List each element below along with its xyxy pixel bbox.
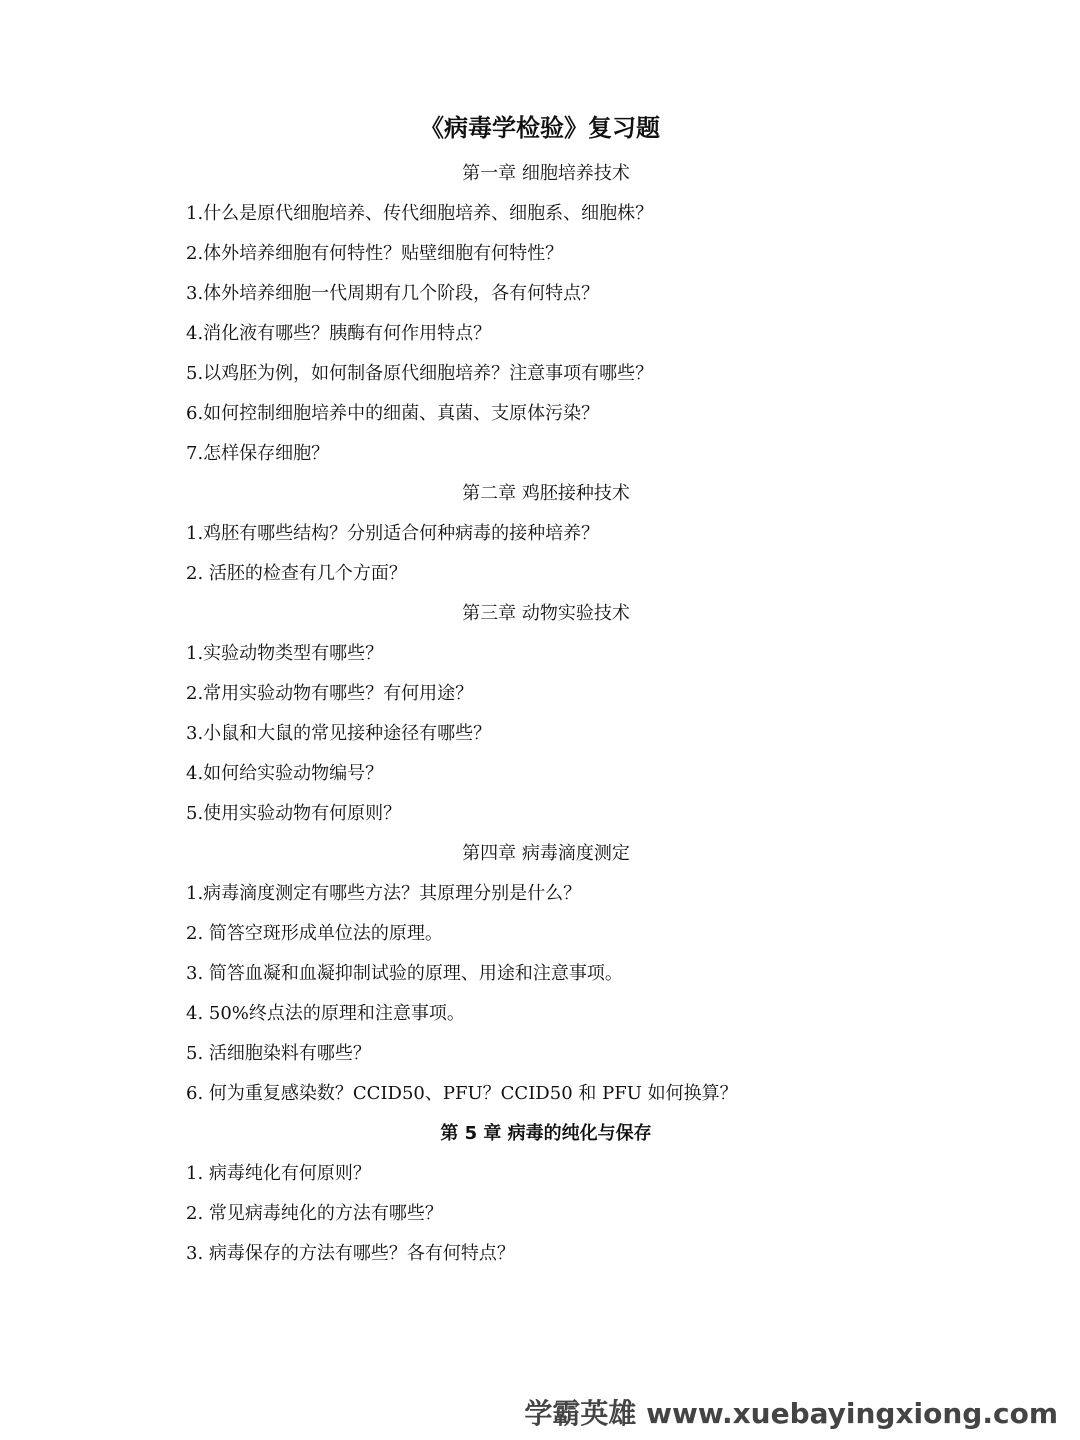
question-item: 1. 病毒纯化有何原则？ bbox=[186, 1163, 371, 1184]
chapter-heading: 第 5 章 病毒的纯化与保存 bbox=[440, 1123, 652, 1144]
chapter-3 bbox=[186, 594, 906, 834]
question-item: 1.实验动物类型有哪些？ bbox=[186, 643, 384, 664]
review-questions bbox=[186, 154, 906, 1274]
chapter-1 bbox=[186, 154, 906, 474]
question-item: 3. 病毒保存的方法有哪些？各有何特点？ bbox=[186, 1243, 515, 1264]
document-title: 《病毒学检验》复习题 bbox=[420, 114, 660, 142]
chapter-heading: 第三章 动物实验技术 bbox=[462, 603, 630, 624]
question-item: 2.常用实验动物有哪些？有何用途？ bbox=[186, 683, 474, 704]
question-item: 3.体外培养细胞一代周期有几个阶段，各有何特点？ bbox=[186, 283, 600, 304]
chapter-heading: 第四章 病毒滴度测定 bbox=[462, 843, 630, 864]
question-item: 4.如何给实验动物编号？ bbox=[186, 763, 384, 784]
chapter-4 bbox=[186, 834, 906, 1114]
question-item: 2. 简答空斑形成单位法的原理。 bbox=[186, 923, 443, 944]
question-item: 7.怎样保存细胞？ bbox=[186, 443, 330, 464]
question-item: 1.病毒滴度测定有哪些方法？其原理分别是什么？ bbox=[186, 883, 582, 904]
question-item: 4. 50%终点法的原理和注意事项。 bbox=[186, 1003, 465, 1024]
chapter-5 bbox=[186, 1114, 906, 1274]
question-item: 3. 简答血凝和血凝抑制试验的原理、用途和注意事项。 bbox=[186, 963, 623, 984]
question-item: 6. 何为重复感染数？CCID50、PFU？CCID50 和 PFU 如何换算？ bbox=[186, 1083, 738, 1104]
question-item: 1.什么是原代细胞培养、传代细胞培养、细胞系、细胞株？ bbox=[186, 203, 654, 224]
question-item: 5.使用实验动物有何原则？ bbox=[186, 803, 402, 824]
question-item: 3.小鼠和大鼠的常见接种途径有哪些？ bbox=[186, 723, 492, 744]
site-watermark: 学霸英雄 www.xuebayingxiong.com bbox=[524, 1397, 1058, 1430]
question-item: 2. 活胚的检查有几个方面？ bbox=[186, 563, 407, 584]
question-item: 2.体外培养细胞有何特性？贴壁细胞有何特性？ bbox=[186, 243, 564, 264]
chapter-heading: 第二章 鸡胚接种技术 bbox=[462, 483, 630, 504]
question-item: 5.以鸡胚为例，如何制备原代细胞培养？注意事项有哪些？ bbox=[186, 363, 654, 384]
question-item: 2. 常见病毒纯化的方法有哪些？ bbox=[186, 1203, 443, 1224]
question-item: 4.消化液有哪些？胰酶有何作用特点？ bbox=[186, 323, 492, 344]
chapter-2 bbox=[186, 474, 906, 594]
chapter-heading: 第一章 细胞培养技术 bbox=[462, 163, 630, 184]
question-item: 6.如何控制细胞培养中的细菌、真菌、支原体污染？ bbox=[186, 403, 600, 424]
question-item: 1.鸡胚有哪些结构？分别适合何种病毒的接种培养？ bbox=[186, 523, 600, 544]
question-item: 5. 活细胞染料有哪些？ bbox=[186, 1043, 371, 1064]
